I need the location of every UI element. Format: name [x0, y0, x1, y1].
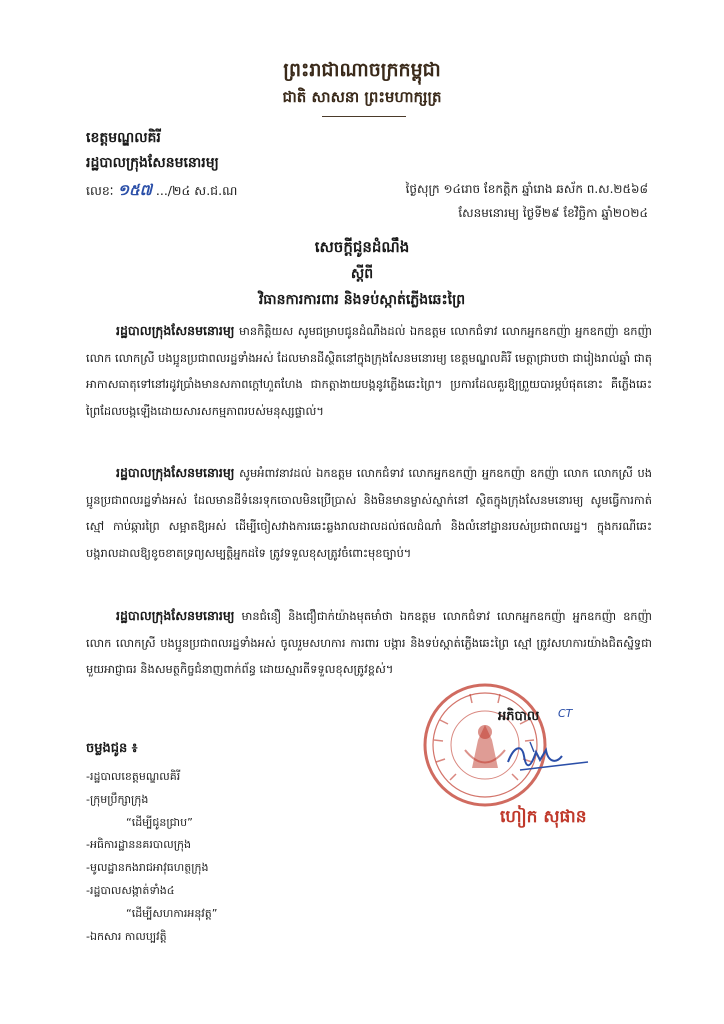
signer-name: ហៀក សុផាន	[500, 807, 587, 827]
paragraph-1	[86, 318, 652, 424]
notice-about: ស្តីពី	[350, 266, 374, 282]
kingdom-heading: ព្រះរាជាណាចក្រកម្ពុជា	[283, 59, 441, 81]
paragraph-text: សូមអំពាវនាវដល់ ឯកឧត្តម លោកជំទាវ លោកអ្នកឧកញ៉ា អ្នកឧកញ៉ា ឧកញ៉ា លោក លោកស្រី បងប្អូនប្រជាពលរដ្ឋទាំងអស់ ដែលមានដីទំនេរទុកចោលមិនប្រើប្រាស់ និងមិនមានម្ចាស់ស្នាក់នៅ ស្ថិតក្នុងក្រុងសែនមនោរម្យ សូមធ្វើការកាត់ស្មៅ កាប់ឆ្ការព្រៃ សម្អាតឱ្យអស់ ដើម្បីចៀសវាងការឆេះឆ្លងរាលដាលដល់ផលដំណាំ និងលំនៅដ្ឋានរបស់ប្រជាពលរដ្ឋ។ ក្នុងករណីឆេះបង្ករាលដាលឱ្យខូចខាតទ្រព្យសម្បត្តិអ្នកដទៃ ត្រូវទទួលខុសត្រូវចំពោះមុខច្បាប់។	[86, 466, 652, 560]
paragraph-2	[86, 460, 652, 566]
paragraph-lead: រដ្ឋបាលក្រុងសែនមនោរម្យ	[116, 323, 235, 338]
reference-number	[86, 181, 237, 203]
notice-subject: វិធានការការពារ និងទប់ស្កាត់ភ្លើងឆេះព្រៃ	[258, 292, 466, 308]
paragraph-text: មានជំនឿ និងជឿជាក់យ៉ាងមុតមាំថា ឯកឧត្តម លោកជំទាវ លោកអ្នកឧកញ៉ា អ្នកឧកញ៉ា ឧកញ៉ា លោក លោកស្រី បងប្អូនប្រជាពលរដ្ឋទាំងអស់ ចូលរួមសហការ ការពារ បង្ការ និងទប់ស្កាត់ភ្លើងឆេះព្រៃ ស្មៅ ត្រូវសហការយ៉ាងជិតស្និទ្ធជាមួយអាជ្ញាធរ និងសមត្ថកិច្ចជំនាញពាក់ព័ន្ធ ដោយស្មារតីទទួលខុសត្រូវខ្ពស់។	[86, 609, 652, 676]
cc-item: -ក្រុមប្រឹក្សាក្រុង	[86, 792, 149, 806]
signature-initials: CT	[558, 707, 573, 720]
cc-item: -រដ្ឋបាលខេត្តមណ្ឌលគិរី	[86, 770, 181, 783]
cc-list	[86, 766, 217, 948]
notice-title: សេចក្តីជូនដំណឹង	[314, 238, 410, 256]
signature-title: អភិបាល	[498, 709, 540, 724]
cc-note: “ដើម្បីជូនជ្រាប”	[126, 815, 193, 829]
motto-divider	[322, 116, 406, 117]
cc-item: -រដ្ឋបាលសង្កាត់ទាំង៤	[86, 883, 175, 897]
ref-prefix: លេខៈ	[86, 183, 114, 198]
paragraph-text: មានកិត្តិយស សូមជម្រាបជូនដំណឹងដល់ ឯកឧត្តម លោកជំទាវ លោកអ្នកឧកញ៉ា អ្នកឧកញ៉ា ឧកញ៉ា លោក លោកស្រី បងប្អូនប្រជាពលរដ្ឋទាំងអស់ ដែលមានដីស្ថិតនៅក្នុងក្រុងសែនមនោរម្យ ខេត្តមណ្ឌលគិរី មេត្តាជ្រាបថា ជារៀងរាល់ឆ្នាំ ជាតុអាកាសធាតុទៅនៅរដូវប្រាំងមានសភាពក្តៅហួតហែង ជាកត្តាងាយបង្កនូវភ្លើងឆេះព្រៃ។ ប្រការដែលគួរឱ្យព្រួយបារម្ភបំផុតនោះ គឺភ្លើងឆេះព្រៃដែលបង្កឡើងដោយសារសកម្មភាពរបស់មនុស្សផ្ទាល់។	[86, 324, 652, 418]
solar-date: សែនមនោរម្យ ថ្ងៃទី២៩ ខែវិច្ឆិកា ឆ្នាំ២០២៤	[458, 206, 648, 220]
cc-item: -មូលដ្ឋានកងរាជអាវុធហត្ថក្រុង	[86, 861, 209, 875]
paragraph-3	[86, 603, 652, 683]
national-motto: ជាតិ សាសនា ព្រះមហាក្សត្រ	[282, 88, 442, 106]
issuer-province: ខេត្តមណ្ឌលគិរី	[86, 130, 161, 146]
lunar-date: ថ្ងៃសុក្រ ១៤រោច ខែកត្តិក ឆ្នាំរោង ឆស័ក ព.ស.២៥៦៨	[405, 182, 648, 196]
paragraph-lead: រដ្ឋបាលក្រុងសែនមនោរម្យ	[116, 608, 235, 623]
cc-note: “ដើម្បីសហការអនុវត្ត”	[126, 906, 218, 920]
ref-number-handwritten: ១៥៧	[117, 181, 152, 199]
cc-title: ចម្លងជូន ៖	[86, 741, 138, 756]
ref-suffix: .../២៤ ស.ជ.ណ	[155, 183, 238, 198]
cc-item: -ឯកសារ កាលប្បវត្តិ	[86, 929, 167, 943]
paragraph-lead: រដ្ឋបាលក្រុងសែនមនោរម្យ	[116, 465, 235, 480]
handwritten-signature	[500, 732, 590, 782]
issuer-admin: រដ្ឋបាលក្រុងសែនមនោរម្យ	[86, 155, 219, 171]
cc-item: -អធិការដ្ឋាននគរបាលក្រុង	[86, 838, 191, 852]
